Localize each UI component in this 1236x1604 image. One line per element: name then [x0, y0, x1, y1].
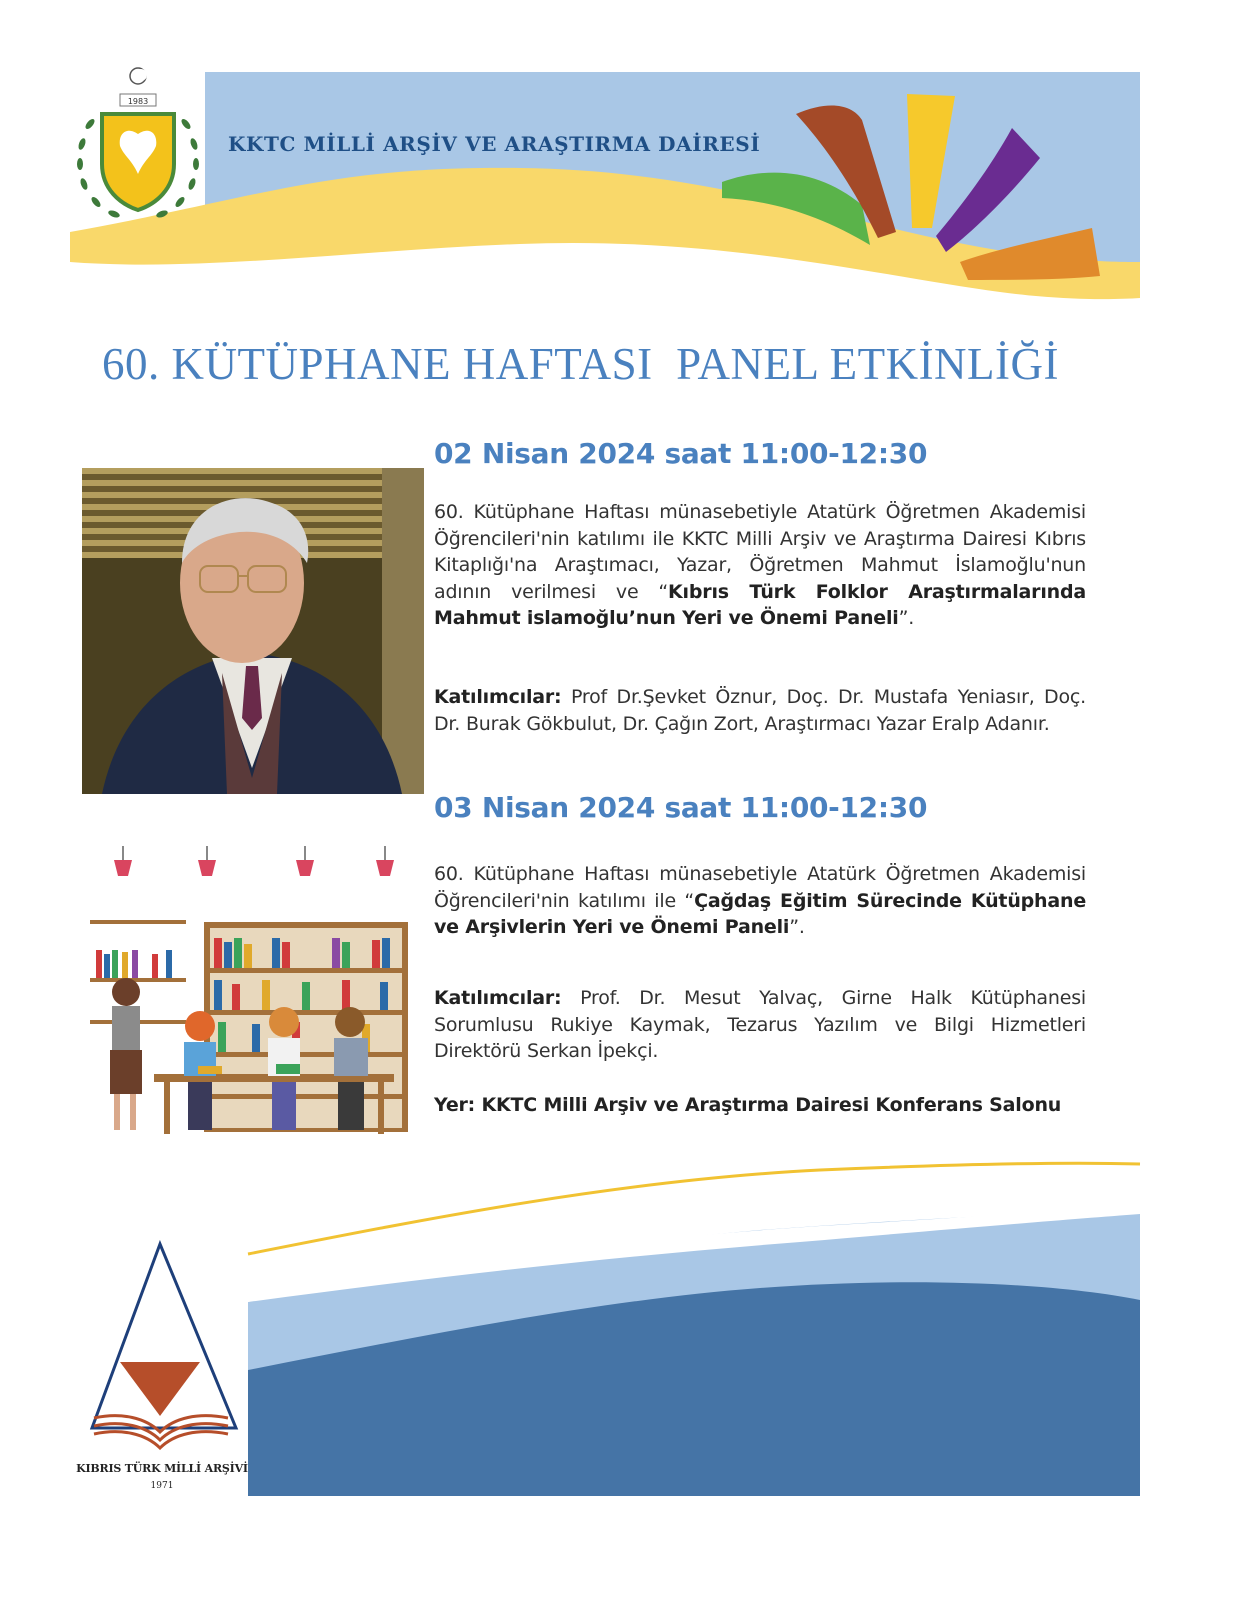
- venue: [434, 1092, 1061, 1118]
- library-illustration: [82, 846, 424, 1150]
- archive-name: KIBRIS TÜRK MİLLİ ARŞİVİ: [76, 1462, 248, 1475]
- event-1-description: 60. Kütüphane Haftası münasebetiyle Atatürk Öğretmen Akademisi Öğrencileri'nin katılımı ile KKTC Milli Arşiv ve Araştırma Dairesi Kıbrıs Kitaplığı'na Araştımacı, Yazar, Öğretmen Mahmut İslamoğlu'nun adının verilmesi ve “Kıbrıs Türk Folklor Araştırmalarında Mahmut islamoğlu’nun Yeri ve Önemi Paneli”.: [434, 501, 1086, 630]
- participants-label: Katılımcılar:: [434, 987, 562, 1009]
- event-1-date: 02 Nisan 2024 saat 11:00-12:30: [434, 437, 928, 470]
- archive-year: 1971: [150, 1481, 174, 1491]
- archive-logo: [72, 1240, 252, 1480]
- portrait-photo: [82, 468, 424, 794]
- event-2-date: 03 Nisan 2024 saat 11:00-12:30: [434, 791, 928, 824]
- event-1-panel-title: Kıbrıs Türk Folklor Araştırmalarında Mahmut islamoğlu’nun Yeri ve Önemi Paneli: [434, 580, 1086, 630]
- venue-label: Yer:: [434, 1094, 476, 1116]
- event-2-panel-title: Çağdaş Eğitim Sürecinde Kütüphane ve Arşivlerin Yeri ve Önemi Paneli: [434, 889, 1087, 939]
- page-title: 60. KÜTÜPHANE HAFTASI PANEL ETKİNLİĞİ: [102, 339, 1060, 389]
- venue-text: KKTC Milli Arşiv ve Araştırma Dairesi Konferans Salonu: [475, 1094, 1062, 1116]
- organization-name: KKTC MİLLİ ARŞİV VE ARAŞTIRMA DAİRESİ: [228, 132, 761, 156]
- event-1-participants: Katılımcılar: Prof Dr.Şevket Öznur, Doç. Dr. Mustafa Yeniasır, Doç. Dr. Burak Gökbulut, Dr. Çağın Zort, Araştırmacı Yazar Eralp Adanır.: [434, 686, 1086, 735]
- svg-text:1983: 1983: [127, 97, 149, 106]
- participants-label: Katılımcılar:: [434, 686, 562, 708]
- event-2-participants: Katılımcılar: Prof. Dr. Mesut Yalvaç, Girne Halk Kütüphanesi Sorumlusu Rukiye Kaymak, Tezarus Yazılım ve Bilgi Hizmetleri Direktörü Serkan İpekçi.: [434, 987, 1086, 1063]
- state-emblem: [68, 64, 208, 234]
- event-2-description: 60. Kütüphane Haftası münasebetiyle Atatürk Öğretmen Akademisi Öğrencileri'nin katılımı ile “Çağdaş Eğitim Sürecinde Kütüphane ve Arşivlerin Yeri ve Önemi Paneli”.: [434, 863, 1087, 939]
